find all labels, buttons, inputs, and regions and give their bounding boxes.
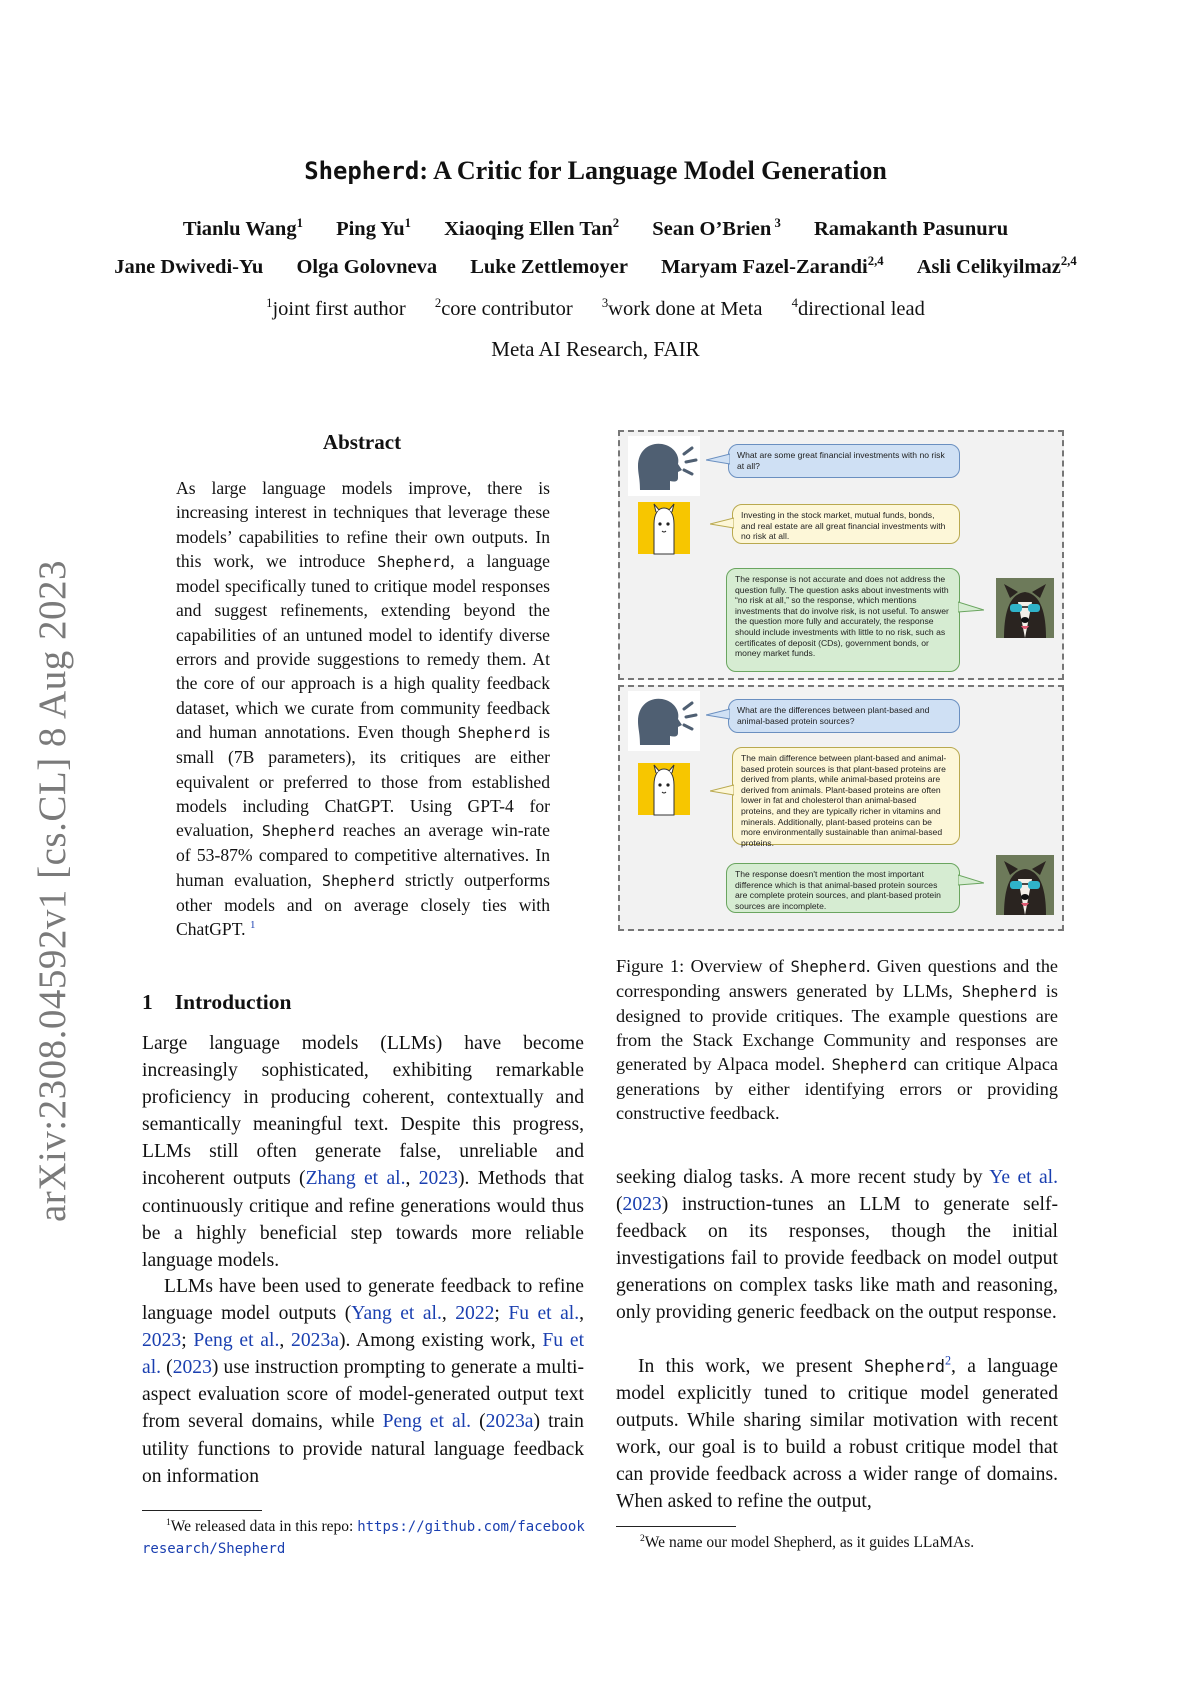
intro-paragraph-4: In this work, we present Shepherd$^2$, a language model explicitly tuned to critique model generated outputs. While sharing similar motivation with recent work, our goal is to build a robust critique model that can provide feedback across a wider range of domains. When asked to refine the output, [616,1353,1058,1513]
intro-paragraph-3: seeking dialog tasks. A more recent study by Ye et al. (2023) instruction-tunes an LLM to generate self-feedback on its responses, though the initial investigations fail to provide feedback on model output generations on complex tasks like math and reasoning, only providing generic feedback on the output response. [616,1167,1058,1324]
citation-fu[interactable]: Fu et al. [508,1303,580,1325]
figure-panel-2 [618,685,1064,931]
alpaca-icon [628,759,700,819]
author: Olga Golovneva [296,256,438,278]
citation-ye[interactable]: Ye et al. [989,1167,1058,1188]
citation-peng[interactable]: Peng et al. [193,1330,280,1352]
footnote-1: $^1$We released data in this repo: https://github.com/facebookresearch/Shepherd [142,1516,585,1557]
arxiv-identifier: arXiv:2308.04592v1 [cs.CL] 8 Aug 2023 [31,560,74,1222]
speaking-head-icon [628,436,700,496]
critique-bubble: The response doesn't mention the most important difference which is that animal-based protein sources are complete protein sources, and plant-based protein sources are incomplete. [726,863,960,913]
author: Ramakanth Pasunuru [813,218,1009,240]
intro-paragraph-1: Large language models (LLMs) have become increasingly sophisticated, exhibiting remarkable proficiency in producing coherent, contextually and semantically meaningful text. Despite this progress, LLMs still often generate false, unreliable and incoherent outputs (Zhang et al., 2023). Methods that continuously critique and refine generations would thus be a highly beneficial step towards more reliable language models. [142,1033,584,1271]
figure-caption: Figure 1: Overview of Shepherd. Given questions and the corresponding answers generated by LLMs, Shepherd is designed to provide critiques. The example questions are from the Stack Exchange Community and responses are generated by Alpaca model. Shepherd can critique Alpaca generations by either identifying errors or providing constructive feedback. [616,956,1058,1123]
author: Xiaoqing Ellen Tan$^2$ [444,216,620,240]
affiliation-note: $^4$directional lead [791,296,925,320]
bubble-tail [710,516,734,530]
citation-peng-year[interactable]: 2023a [291,1330,339,1352]
affiliation-note: $^3$work done at Meta [601,296,763,320]
shepherd-dog-icon [996,855,1054,915]
footnote-rule [142,1510,262,1511]
bubble-tail [706,452,730,466]
affiliation-note: $^2$core contributor [434,296,573,320]
citation-fu-year[interactable]: 2023 [142,1330,182,1352]
author: Asli Celikyilmaz$^{2,4}$ [916,254,1077,278]
author: Ping Yu$^1$ [336,216,411,240]
bubble-tail [958,873,984,887]
paper-title [0,156,1191,186]
citation-fu-2[interactable]: Fu et al. [142,1330,585,1379]
footnote-2: $^2$We name our model Shepherd, as it guides LLaMAs. [640,1532,975,1551]
abstract-heading: Abstract [322,430,402,454]
citation-ye-year[interactable]: 2023 [622,1194,662,1216]
citation-peng-2[interactable]: Peng et al. [382,1411,472,1433]
citation-yang-year[interactable]: 2022 [455,1303,495,1325]
citation-zhang[interactable]: Zhang et al. [305,1168,406,1190]
author: Jane Dwivedi-Yu [114,256,264,278]
answer-bubble: Investing in the stock market, mutual funds, bonds, and real estate are all great financial investments with no risk at all. [732,504,960,544]
title-model-name: Shepherd [304,157,420,185]
intro-paragraph-2: LLMs have been used to generate feedback to refine language model outputs (Yang et al., 2022; Fu et al., 2023; Peng et al., 2023a). Among existing work, Fu et al. (2023) use instruction prompting to generate a multi-aspect evaluation score of model-generated output text from several domains, while Peng et al. (2023a) train utility functions to provide natural language feedback on information [142,1276,585,1487]
title-text: : A Critic for Language Model Generation [419,156,887,185]
answer-bubble: The main difference between plant-based and animal-based protein sources is that plant-based proteins are derived from plants, while animal-based proteins are derived from animals. Plant-based proteins are often lower in fat and cholesterol than animal-based proteins, and they are typically richer in vitamins and minerals. Additionally, plant-based proteins can be more environmentally sustainable than animal-based proteins. [732,747,960,845]
affiliation-notes [0,298,1191,321]
affiliation-note: $^1$joint first author [266,296,406,320]
abstract-body: As large language models improve, there is increasing interest in techniques that leverage these models’ capabilities to refine their own outputs. In this work, we introduce Shepherd, a language model specifically tuned to critique model responses and suggest refinements, extending beyond the capabilities of an untuned model to identify diverse errors and provide suggestions to remedy them. At the core of our approach is a high quality feedback dataset, which we curate from community feedback and human annotations. Even though Shepherd is small (7B parameters), its critiques are either equivalent or preferred to those from established models including ChatGPT. Using GPT-4 for evaluation, Shepherd reaches an average win-rate of 53-87% compared to competitive alternatives. In human evaluation, Shepherd strictly outperforms other models and on average closely ties with ChatGPT. $^1$ [176,478,550,940]
bubble-tail [710,783,734,797]
question-bubble: What are the differences between plant-based and animal-based protein sources? [728,699,960,733]
bubble-tail [958,600,984,614]
citation-fu-2-year[interactable]: 2023 [172,1357,212,1379]
footnote-ref-1[interactable]: 1 [249,919,256,932]
alpaca-icon [628,498,700,558]
author: Sean O’Brien $^3$ [652,216,781,240]
citation-peng-2-year[interactable]: 2023a [485,1411,534,1433]
footnote-ref-2[interactable]: 2 [944,1353,952,1368]
author-line-1 [0,218,1191,241]
footnote-rule [616,1526,736,1527]
repo-link[interactable]: https://github.com/facebookresearch/Shepherd [142,1519,585,1557]
author-line-2 [0,256,1191,279]
citation-yang[interactable]: Yang et al. [351,1303,442,1325]
speaking-head-icon [628,691,700,751]
shepherd-dog-icon [996,578,1054,638]
question-bubble: What are some great financial investments with no risk at all? [728,444,960,478]
author: Maryam Fazel-Zarandi$^{2,4}$ [661,254,884,278]
author: Luke Zettlemoyer [470,256,628,278]
bubble-tail [706,707,730,721]
section-heading-introduction: 1 Introduction [142,990,292,1014]
critique-bubble: The response is not accurate and does not address the question fully. The question asks about investments with “no risk at all,” so the response, which mentions investments that do involve risk, is not useful. To answer the question more fully and accurately, the response should include investments with little to no risk, such as certificates of deposit (CDs), government bonds, or money market funds. [726,568,960,672]
citation-zhang-year[interactable]: 2023 [418,1168,458,1190]
author: Tianlu Wang$^1$ [182,216,303,240]
institution: Meta AI Research, FAIR [491,337,700,361]
figure-panel-1 [618,430,1064,680]
